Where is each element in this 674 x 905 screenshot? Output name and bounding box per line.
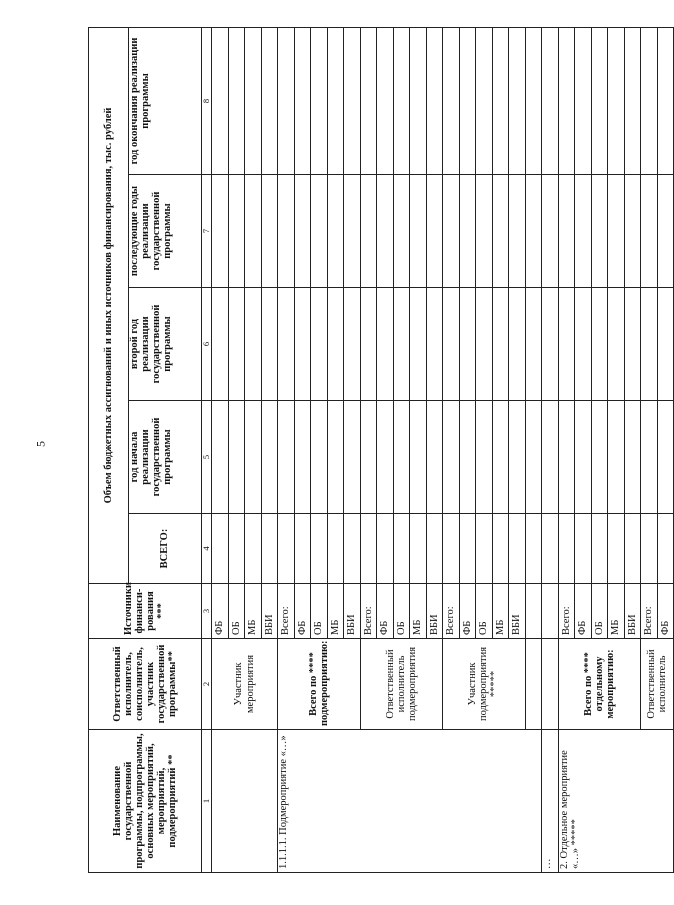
value-cell [311, 401, 328, 514]
executor-cell: Ответственный исполнитель подмероприятия [360, 639, 443, 730]
budget-table [88, 27, 674, 873]
row-name-cell: 2. Отдельное мероприятие «…» ***** [558, 730, 674, 873]
header-total: ВСЕГО: [129, 514, 202, 584]
value-cell [476, 514, 493, 584]
value-cell [509, 27, 526, 174]
value-cell [591, 27, 608, 174]
column-number: 4 [202, 514, 212, 584]
value-cell [591, 514, 608, 584]
source-cell [542, 584, 559, 639]
value-cell [393, 288, 410, 401]
value-cell [426, 27, 443, 174]
value-cell [542, 288, 559, 401]
column-number: 8 [202, 27, 212, 174]
header-executor: Ответственный исполнитель, соисполнитель, участник государственной программы** [89, 639, 202, 730]
source-cell: МБ [608, 584, 625, 639]
value-cell [443, 27, 460, 174]
value-cell [443, 514, 460, 584]
value-cell [212, 288, 229, 401]
value-cell [641, 288, 658, 401]
value-cell [624, 175, 641, 288]
source-cell: МБ [327, 584, 344, 639]
value-cell [393, 514, 410, 584]
value-cell [410, 401, 427, 514]
value-cell [377, 288, 394, 401]
column-number: 3 [202, 584, 212, 639]
value-cell [575, 401, 592, 514]
column-number: 1 [202, 730, 212, 873]
value-cell [509, 401, 526, 514]
value-cell [575, 288, 592, 401]
table-row [542, 27, 559, 872]
value-cell [393, 27, 410, 174]
executor-cell: Ответственный исполнитель [641, 639, 674, 730]
value-cell [608, 514, 625, 584]
source-cell: МБ [410, 584, 427, 639]
value-cell [657, 514, 674, 584]
value-cell [327, 288, 344, 401]
value-cell [212, 27, 229, 174]
value-cell [443, 175, 460, 288]
value-cell [278, 288, 295, 401]
executor-cell: Всего по **** подмероприятию: [278, 639, 361, 730]
value-cell [525, 27, 542, 174]
value-cell [311, 175, 328, 288]
source-cell: ФБ [657, 584, 674, 639]
value-cell [641, 175, 658, 288]
source-cell: ОБ [476, 584, 493, 639]
value-cell [624, 27, 641, 174]
value-cell [591, 401, 608, 514]
value-cell [294, 514, 311, 584]
value-cell [657, 175, 674, 288]
value-cell [261, 401, 278, 514]
value-cell [525, 288, 542, 401]
value-cell [591, 288, 608, 401]
header-year-second: второй год реализации государственной программы [129, 288, 202, 401]
value-cell [261, 514, 278, 584]
row-name-cell: 1.1.1.1. Подмероприятие «…» [278, 730, 542, 873]
value-cell [525, 175, 542, 288]
table-row [558, 27, 575, 872]
source-cell: Всего: [278, 584, 295, 639]
value-cell [294, 175, 311, 288]
source-cell: Всего: [360, 584, 377, 639]
value-cell [426, 514, 443, 584]
value-cell [228, 514, 245, 584]
value-cell [542, 175, 559, 288]
value-cell [228, 27, 245, 174]
value-cell [492, 514, 509, 584]
value-cell [575, 514, 592, 584]
value-cell [327, 27, 344, 174]
value-cell [608, 27, 625, 174]
source-cell: ОБ [228, 584, 245, 639]
value-cell [476, 27, 493, 174]
value-cell [294, 288, 311, 401]
value-cell [245, 27, 262, 174]
value-cell [459, 401, 476, 514]
source-cell: ФБ [377, 584, 394, 639]
source-cell: ВБИ [261, 584, 278, 639]
value-cell [558, 401, 575, 514]
value-cell [575, 27, 592, 174]
source-cell: ВБИ [624, 584, 641, 639]
value-cell [245, 514, 262, 584]
value-cell [212, 175, 229, 288]
source-cell: Всего: [443, 584, 460, 639]
value-cell [542, 514, 559, 584]
executor-cell [542, 639, 559, 730]
column-number: 2 [202, 639, 212, 730]
value-cell [311, 27, 328, 174]
value-cell [426, 175, 443, 288]
value-cell [459, 288, 476, 401]
value-cell [410, 514, 427, 584]
value-cell [509, 514, 526, 584]
value-cell [410, 175, 427, 288]
value-cell [261, 27, 278, 174]
value-cell [410, 27, 427, 174]
value-cell [344, 27, 361, 174]
header-year-end: год окончания реализации программы [129, 27, 202, 174]
value-cell [608, 401, 625, 514]
row-name-cell [212, 730, 278, 873]
value-cell [443, 401, 460, 514]
value-cell [509, 175, 526, 288]
source-cell: ФБ [294, 584, 311, 639]
value-cell [459, 27, 476, 174]
value-cell [327, 175, 344, 288]
source-cell [525, 584, 542, 639]
value-cell [657, 401, 674, 514]
value-cell [393, 175, 410, 288]
column-number: 7 [202, 175, 212, 288]
source-cell: МБ [245, 584, 262, 639]
value-cell [641, 27, 658, 174]
value-cell [228, 401, 245, 514]
value-cell [558, 514, 575, 584]
source-cell: ОБ [311, 584, 328, 639]
table-row [212, 27, 229, 872]
value-cell [591, 175, 608, 288]
value-cell [360, 514, 377, 584]
value-cell [608, 288, 625, 401]
value-cell [443, 288, 460, 401]
value-cell [261, 175, 278, 288]
value-cell [344, 175, 361, 288]
value-cell [245, 288, 262, 401]
source-cell: Всего: [558, 584, 575, 639]
header-year-start: год начала реализации государственной программы [129, 401, 202, 514]
value-cell [344, 288, 361, 401]
header-name: Наименование государственной программы, подпрограммы, основных мероприятий, мероприятий, подмероприятий ** [89, 730, 202, 873]
source-cell: ВБИ [426, 584, 443, 639]
source-cell: МБ [492, 584, 509, 639]
value-cell [360, 288, 377, 401]
value-cell [311, 514, 328, 584]
value-cell [261, 288, 278, 401]
source-cell: ОБ [393, 584, 410, 639]
value-cell [624, 401, 641, 514]
rotated-table-wrapper [88, 28, 671, 873]
header-source: Источники финанси- рования *** [89, 584, 202, 639]
executor-cell [525, 639, 542, 730]
value-cell [459, 175, 476, 288]
source-cell: ФБ [212, 584, 229, 639]
value-cell [624, 514, 641, 584]
value-cell [476, 401, 493, 514]
column-number: 5 [202, 401, 212, 514]
value-cell [377, 175, 394, 288]
value-cell [245, 175, 262, 288]
value-cell [624, 288, 641, 401]
value-cell [278, 401, 295, 514]
budget-table-body [89, 27, 674, 872]
value-cell [212, 401, 229, 514]
value-cell [542, 27, 559, 174]
value-cell [558, 27, 575, 174]
value-cell [558, 288, 575, 401]
row-name-cell: … [542, 730, 559, 873]
value-cell [327, 514, 344, 584]
source-cell: ФБ [459, 584, 476, 639]
executor-cell: Участник подмероприятия ***** [443, 639, 526, 730]
value-cell [294, 401, 311, 514]
column-number-row [202, 27, 212, 872]
executor-cell: Всего по **** отдельному мероприятию: [558, 639, 641, 730]
table-row [278, 27, 295, 872]
value-cell [492, 401, 509, 514]
source-cell: ВБИ [509, 584, 526, 639]
value-cell [426, 401, 443, 514]
value-cell [377, 27, 394, 174]
value-cell [327, 401, 344, 514]
value-cell [641, 401, 658, 514]
value-cell [558, 175, 575, 288]
source-cell: ВБИ [344, 584, 361, 639]
value-cell [212, 514, 229, 584]
value-cell [311, 288, 328, 401]
value-cell [476, 175, 493, 288]
column-number: 6 [202, 288, 212, 401]
value-cell [377, 401, 394, 514]
value-cell [278, 514, 295, 584]
source-cell: ФБ [575, 584, 592, 639]
value-cell [245, 401, 262, 514]
value-cell [492, 288, 509, 401]
value-cell [360, 401, 377, 514]
value-cell [641, 514, 658, 584]
value-cell [360, 27, 377, 174]
value-cell [657, 27, 674, 174]
value-cell [476, 288, 493, 401]
value-cell [542, 401, 559, 514]
value-cell [344, 514, 361, 584]
header-row-top [89, 27, 129, 872]
value-cell [492, 175, 509, 288]
source-cell: Всего: [641, 584, 658, 639]
page-number: 5 [33, 441, 48, 447]
value-cell [575, 175, 592, 288]
value-cell [228, 288, 245, 401]
header-funding-group: Объем бюджетных ассигнований и иных источников финансирования, тыс. рублей [89, 27, 129, 583]
header-years-following: последующие годы реализации государственной программы [129, 175, 202, 288]
value-cell [360, 175, 377, 288]
value-cell [426, 288, 443, 401]
source-cell: ОБ [591, 584, 608, 639]
value-cell [410, 288, 427, 401]
value-cell [278, 27, 295, 174]
value-cell [608, 175, 625, 288]
value-cell [393, 401, 410, 514]
value-cell [492, 27, 509, 174]
value-cell [228, 175, 245, 288]
value-cell [294, 27, 311, 174]
value-cell [459, 514, 476, 584]
value-cell [509, 288, 526, 401]
value-cell [657, 288, 674, 401]
value-cell [344, 401, 361, 514]
value-cell [525, 401, 542, 514]
executor-cell: Участник мероприятия [212, 639, 278, 730]
value-cell [525, 514, 542, 584]
value-cell [377, 514, 394, 584]
value-cell [278, 175, 295, 288]
